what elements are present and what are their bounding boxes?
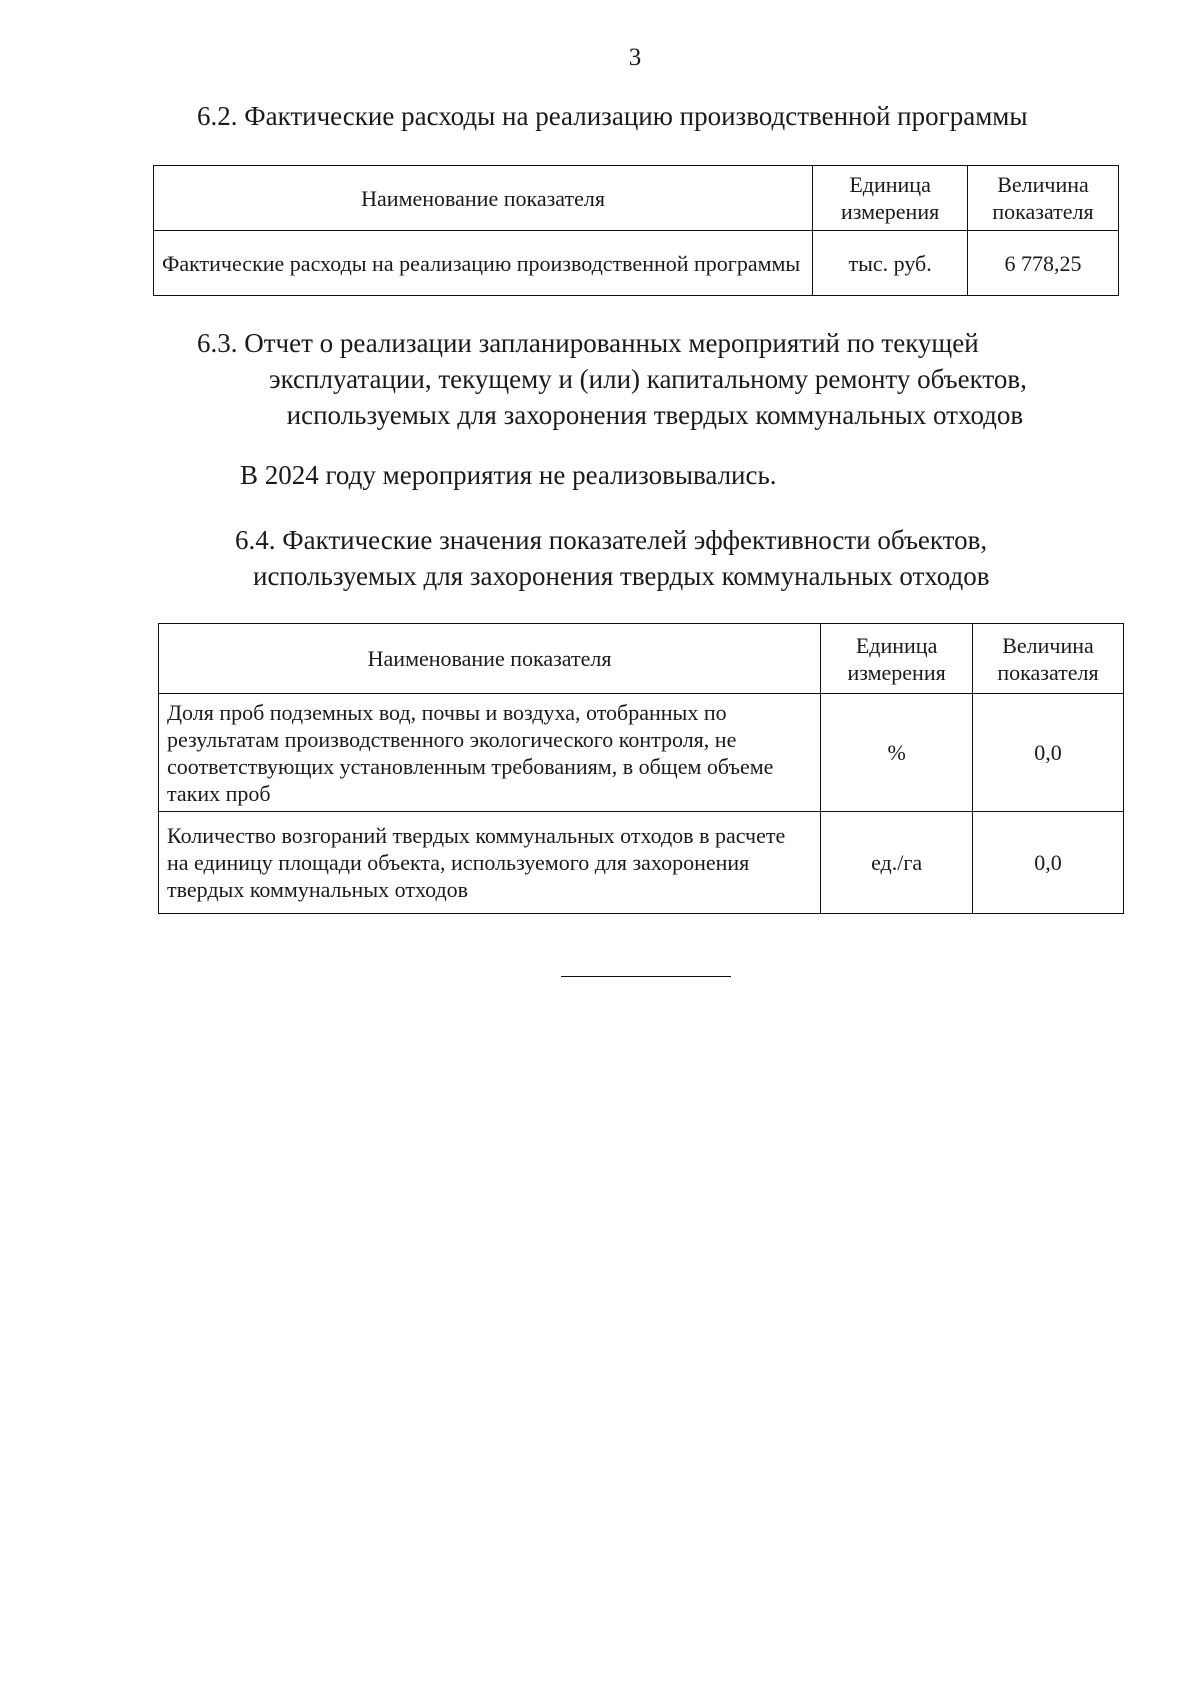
section-6-4-heading-line-1: 6.4. Фактические значения показателей эффективности объектов, <box>235 525 988 555</box>
header-unit: Единица измерения <box>813 166 968 231</box>
efficiency-table <box>158 623 1124 914</box>
row-unit: ед./га <box>821 812 973 914</box>
row-indicator-name: Доля проб подземных вод, почвы и воздуха, отобранных по результатам производственного экологического контроля, не соответствующих установленным требованиям, в общем объеме таких проб <box>159 694 821 812</box>
header-value: Величина показателя <box>968 166 1119 231</box>
section-6-2-heading: 6.2. Фактические расходы на реализацию производственной программы <box>197 101 1028 131</box>
row-unit: тыс. руб. <box>813 231 968 296</box>
section-6-4-heading-line-2: используемых для захоронения твердых коммунальных отходов <box>253 561 990 591</box>
table-row <box>159 812 1124 914</box>
section-6-4-heading <box>235 522 990 594</box>
section-6-3-heading-line-3: используемых для захоронения твердых коммунальных отходов <box>286 400 1024 430</box>
header-value: Величина показателя <box>973 624 1124 694</box>
header-unit: Единица измерения <box>821 624 973 694</box>
row-value: 0,0 <box>973 694 1124 812</box>
row-value: 0,0 <box>973 812 1124 914</box>
expenses-table <box>153 165 1119 296</box>
row-value: 6 778,25 <box>968 231 1119 296</box>
header-indicator-name: Наименование показателя <box>159 624 821 694</box>
table-header-row <box>154 166 1119 231</box>
table-header-row <box>159 624 1124 694</box>
row-indicator-name: Фактические расходы на реализацию производственной программы <box>154 231 813 296</box>
end-of-document-rule <box>561 976 731 977</box>
table-row <box>159 694 1124 812</box>
section-6-3-text: В 2024 году мероприятия не реализовывались. <box>240 460 777 490</box>
row-unit: % <box>821 694 973 812</box>
section-6-3-heading-line-1: 6.3. Отчет о реализации запланированных мероприятий по текущей <box>197 328 979 358</box>
section-6-3-heading <box>197 325 1027 433</box>
row-indicator-name: Количество возгораний твердых коммунальных отходов в расчете на единицу площади объекта, используемого для захоронения твердых коммунальных отходов <box>159 812 821 914</box>
header-indicator-name: Наименование показателя <box>154 166 813 231</box>
page-number: 3 <box>628 44 642 71</box>
section-6-3-heading-line-2: эксплуатации, текущему и (или) капитальному ремонту объектов, <box>269 364 1027 394</box>
table-row <box>154 231 1119 296</box>
